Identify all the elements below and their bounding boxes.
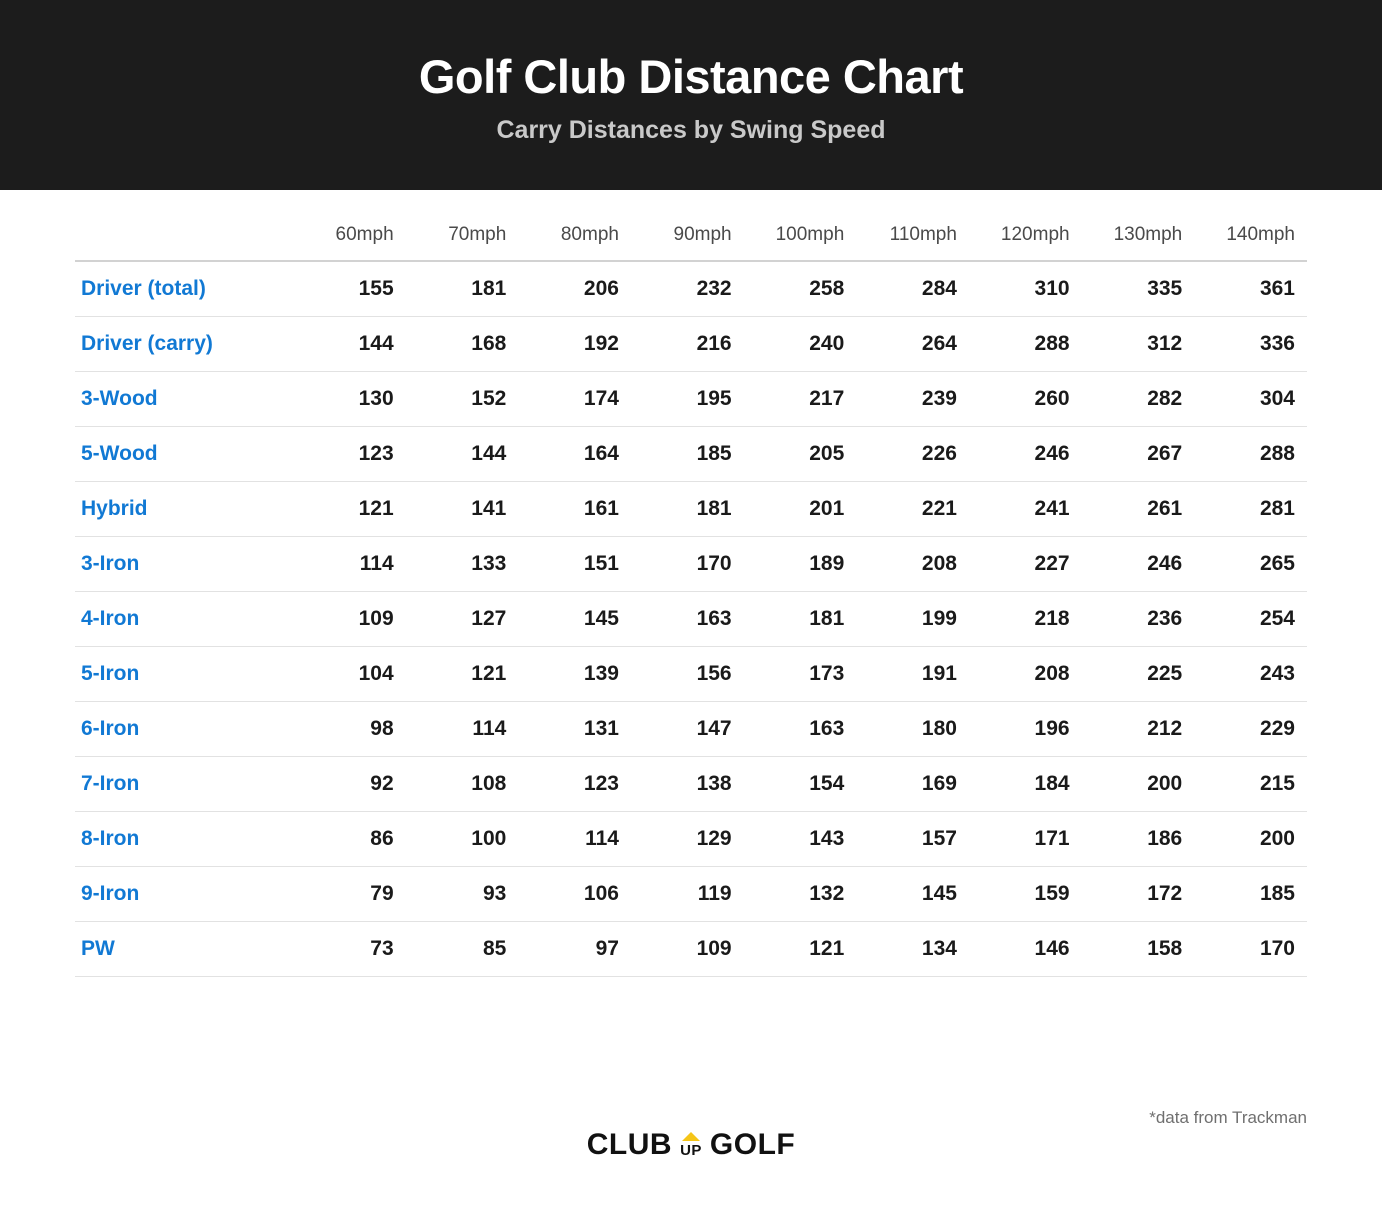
cell-value: 85 <box>406 922 519 977</box>
cell-value: 191 <box>856 647 969 702</box>
cell-value: 123 <box>293 427 406 482</box>
cell-value: 181 <box>631 482 744 537</box>
cell-value: 226 <box>856 427 969 482</box>
column-header-80mph: 80mph <box>518 218 631 261</box>
cell-value: 121 <box>744 922 857 977</box>
cell-value: 312 <box>1082 317 1195 372</box>
cell-value: 241 <box>969 482 1082 537</box>
cell-value: 189 <box>744 537 857 592</box>
club-label: 3-Iron <box>75 537 293 592</box>
table-row <box>75 922 1307 977</box>
cell-value: 127 <box>406 592 519 647</box>
cell-value: 168 <box>406 317 519 372</box>
logo-word-club: CLUB <box>586 1128 673 1161</box>
cell-value: 281 <box>1194 482 1307 537</box>
cell-value: 173 <box>744 647 857 702</box>
cell-value: 206 <box>518 261 631 317</box>
cell-value: 172 <box>1082 867 1195 922</box>
table-row <box>75 702 1307 757</box>
cell-value: 170 <box>631 537 744 592</box>
cell-value: 200 <box>1082 757 1195 812</box>
cell-value: 260 <box>969 372 1082 427</box>
cell-value: 104 <box>293 647 406 702</box>
cell-value: 227 <box>969 537 1082 592</box>
cell-value: 146 <box>969 922 1082 977</box>
table-row <box>75 261 1307 317</box>
cell-value: 335 <box>1082 261 1195 317</box>
cell-value: 156 <box>631 647 744 702</box>
data-source-note: *data from Trackman <box>1149 1108 1307 1127</box>
cell-value: 236 <box>1082 592 1195 647</box>
cell-value: 185 <box>1194 867 1307 922</box>
cell-value: 186 <box>1082 812 1195 867</box>
cell-value: 215 <box>1194 757 1307 812</box>
cell-value: 141 <box>406 482 519 537</box>
cell-value: 151 <box>518 537 631 592</box>
cell-value: 163 <box>744 702 857 757</box>
cell-value: 310 <box>969 261 1082 317</box>
cell-value: 98 <box>293 702 406 757</box>
cell-value: 218 <box>969 592 1082 647</box>
chevron-up-icon <box>682 1132 700 1141</box>
table-row <box>75 867 1307 922</box>
table-body <box>75 261 1307 977</box>
cell-value: 134 <box>856 922 969 977</box>
column-header-60mph: 60mph <box>293 218 406 261</box>
cell-value: 261 <box>1082 482 1195 537</box>
cell-value: 246 <box>969 427 1082 482</box>
club-label: 8-Iron <box>75 812 293 867</box>
cell-value: 133 <box>406 537 519 592</box>
cell-value: 200 <box>1194 812 1307 867</box>
cell-value: 195 <box>631 372 744 427</box>
cell-value: 304 <box>1194 372 1307 427</box>
cell-value: 130 <box>293 372 406 427</box>
table-row <box>75 647 1307 702</box>
column-header-110mph: 110mph <box>856 218 969 261</box>
cell-value: 121 <box>406 647 519 702</box>
cell-value: 109 <box>293 592 406 647</box>
cell-value: 121 <box>293 482 406 537</box>
cell-value: 171 <box>969 812 1082 867</box>
table-row <box>75 537 1307 592</box>
cell-value: 181 <box>744 592 857 647</box>
column-header-140mph: 140mph <box>1194 218 1307 261</box>
logo-word-up: UP <box>680 1142 702 1159</box>
cell-value: 288 <box>1194 427 1307 482</box>
club-label: 5-Iron <box>75 647 293 702</box>
column-header-100mph: 100mph <box>744 218 857 261</box>
cell-value: 123 <box>518 757 631 812</box>
cell-value: 216 <box>631 317 744 372</box>
cell-value: 217 <box>744 372 857 427</box>
club-label: Driver (total) <box>75 261 293 317</box>
cell-value: 336 <box>1194 317 1307 372</box>
cell-value: 184 <box>969 757 1082 812</box>
cell-value: 170 <box>1194 922 1307 977</box>
cell-value: 201 <box>744 482 857 537</box>
cell-value: 152 <box>406 372 519 427</box>
cell-value: 243 <box>1194 647 1307 702</box>
column-header-90mph: 90mph <box>631 218 744 261</box>
cell-value: 100 <box>406 812 519 867</box>
cell-value: 232 <box>631 261 744 317</box>
cell-value: 108 <box>406 757 519 812</box>
club-label: 7-Iron <box>75 757 293 812</box>
logo-up-group <box>680 1132 702 1158</box>
table-header-row <box>75 218 1307 261</box>
cell-value: 79 <box>293 867 406 922</box>
club-label: 9-Iron <box>75 867 293 922</box>
cell-value: 157 <box>856 812 969 867</box>
cell-value: 144 <box>406 427 519 482</box>
cell-value: 145 <box>518 592 631 647</box>
distance-table-container <box>0 190 1382 977</box>
cell-value: 109 <box>631 922 744 977</box>
cell-value: 282 <box>1082 372 1195 427</box>
cell-value: 163 <box>631 592 744 647</box>
cell-value: 169 <box>856 757 969 812</box>
cell-value: 264 <box>856 317 969 372</box>
cell-value: 114 <box>406 702 519 757</box>
cell-value: 119 <box>631 867 744 922</box>
cell-value: 132 <box>744 867 857 922</box>
cell-value: 154 <box>744 757 857 812</box>
club-label: Hybrid <box>75 482 293 537</box>
cell-value: 192 <box>518 317 631 372</box>
cell-value: 147 <box>631 702 744 757</box>
table-row <box>75 372 1307 427</box>
cell-value: 208 <box>969 647 1082 702</box>
logo-word-golf: GOLF <box>709 1128 796 1161</box>
cell-value: 284 <box>856 261 969 317</box>
cell-value: 164 <box>518 427 631 482</box>
cell-value: 138 <box>631 757 744 812</box>
cell-value: 258 <box>744 261 857 317</box>
cell-value: 139 <box>518 647 631 702</box>
cell-value: 143 <box>744 812 857 867</box>
cell-value: 199 <box>856 592 969 647</box>
cell-value: 145 <box>856 867 969 922</box>
brand-logo <box>0 1128 1382 1162</box>
distance-table <box>75 218 1307 977</box>
cell-value: 144 <box>293 317 406 372</box>
cell-value: 254 <box>1194 592 1307 647</box>
club-label: 5-Wood <box>75 427 293 482</box>
cell-value: 240 <box>744 317 857 372</box>
cell-value: 131 <box>518 702 631 757</box>
cell-value: 229 <box>1194 702 1307 757</box>
cell-value: 106 <box>518 867 631 922</box>
cell-value: 225 <box>1082 647 1195 702</box>
cell-value: 246 <box>1082 537 1195 592</box>
cell-value: 267 <box>1082 427 1195 482</box>
cell-value: 114 <box>293 537 406 592</box>
chart-header <box>0 0 1382 190</box>
club-label: 6-Iron <box>75 702 293 757</box>
cell-value: 239 <box>856 372 969 427</box>
cell-value: 196 <box>969 702 1082 757</box>
cell-value: 185 <box>631 427 744 482</box>
cell-value: 129 <box>631 812 744 867</box>
column-header-70mph: 70mph <box>406 218 519 261</box>
cell-value: 212 <box>1082 702 1195 757</box>
cell-value: 361 <box>1194 261 1307 317</box>
cell-value: 159 <box>969 867 1082 922</box>
table-row <box>75 427 1307 482</box>
cell-value: 86 <box>293 812 406 867</box>
column-header-club <box>75 218 293 261</box>
cell-value: 288 <box>969 317 1082 372</box>
page-title: Golf Club Distance Chart <box>418 49 964 103</box>
table-row <box>75 482 1307 537</box>
table-row <box>75 812 1307 867</box>
cell-value: 158 <box>1082 922 1195 977</box>
club-label: PW <box>75 922 293 977</box>
column-header-120mph: 120mph <box>969 218 1082 261</box>
club-label: Driver (carry) <box>75 317 293 372</box>
table-row <box>75 317 1307 372</box>
cell-value: 208 <box>856 537 969 592</box>
cell-value: 97 <box>518 922 631 977</box>
cell-value: 114 <box>518 812 631 867</box>
cell-value: 265 <box>1194 537 1307 592</box>
cell-value: 181 <box>406 261 519 317</box>
cell-value: 93 <box>406 867 519 922</box>
cell-value: 180 <box>856 702 969 757</box>
cell-value: 221 <box>856 482 969 537</box>
column-header-130mph: 130mph <box>1082 218 1195 261</box>
table-header <box>75 218 1307 261</box>
cell-value: 174 <box>518 372 631 427</box>
cell-value: 73 <box>293 922 406 977</box>
cell-value: 205 <box>744 427 857 482</box>
table-row <box>75 592 1307 647</box>
club-label: 3-Wood <box>75 372 293 427</box>
cell-value: 161 <box>518 482 631 537</box>
club-label: 4-Iron <box>75 592 293 647</box>
table-row <box>75 757 1307 812</box>
cell-value: 92 <box>293 757 406 812</box>
page-subtitle: Carry Distances by Swing Speed <box>496 116 886 145</box>
cell-value: 155 <box>293 261 406 317</box>
